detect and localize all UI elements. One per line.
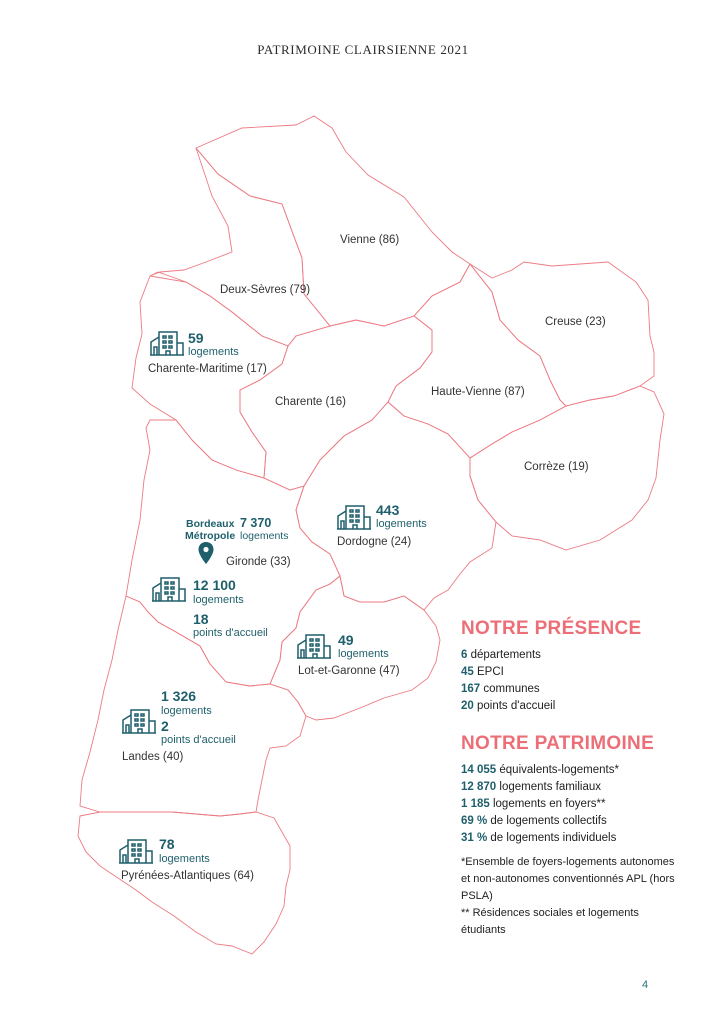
- gironde-points-label: points d'accueil: [193, 627, 268, 639]
- bordeaux-logements-label: logements: [240, 530, 289, 542]
- patrimoine-item: 1 185 logements en foyers**: [461, 798, 606, 810]
- page-number: 4: [642, 979, 649, 991]
- building-icon: [122, 708, 156, 734]
- presence-title: NOTRE PRÉSENCE: [461, 618, 642, 639]
- building-icon: [119, 838, 153, 864]
- pyrenees-atlantiques-logements-label: logements: [159, 853, 210, 865]
- patrimoine-item: 12 870 logements familiaux: [461, 781, 602, 793]
- footnote-equivalents: *Ensemble de foyers-logements autonomes et non-autonomes conventionnés APL (hors PSLA): [461, 856, 675, 902]
- region-haute-vienne: [388, 264, 566, 458]
- presence-item: 45 EPCI: [461, 666, 504, 678]
- landes-logements-value: 1 326: [161, 688, 197, 704]
- label-vienne: Vienne (86): [340, 234, 400, 246]
- lot-et-garonne-logements-label: logements: [338, 648, 389, 660]
- dordogne-logements-label: logements: [376, 518, 427, 530]
- region-pyrenees-atlantiques: [78, 812, 290, 954]
- label-landes: Landes (40): [122, 751, 184, 763]
- landes-logements-label: logements: [161, 705, 212, 717]
- gironde-points-value: 18: [193, 611, 209, 627]
- region-creuse: [470, 262, 654, 406]
- presence-item: 167 communes: [461, 683, 540, 695]
- label-correze: Corrèze (19): [524, 461, 589, 473]
- label-charente: Charente (16): [275, 396, 346, 408]
- footnote-residences: ** Résidences sociales et logements étudiants: [461, 907, 639, 936]
- map-pin-icon: [197, 541, 215, 565]
- page-title: PATRIMOINE CLAIRSIENNE 2021: [257, 42, 469, 57]
- label-deux-sevres: Deux-Sèvres (79): [220, 284, 311, 296]
- landes-points-value: 2: [161, 718, 169, 734]
- gironde-logements-label: logements: [193, 594, 244, 606]
- patrimoine-item: 69 % de logements collectifs: [461, 815, 607, 827]
- building-icon: [152, 576, 186, 602]
- presence-item: 6 départements: [461, 649, 541, 661]
- label-charente-maritime: Charente-Maritime (17): [148, 363, 267, 375]
- patrimoine-list: [461, 762, 619, 847]
- label-haute-vienne: Haute-Vienne (87): [431, 386, 525, 398]
- landes-points-label: points d'accueil: [161, 734, 236, 746]
- pyrenees-atlantiques-logements-value: 78: [159, 836, 175, 852]
- patrimoine-item: 14 055 équivalents-logements*: [461, 764, 619, 776]
- bordeaux-logements-value: 7 370: [240, 516, 272, 530]
- label-dordogne: Dordogne (24): [337, 536, 412, 548]
- bordeaux-name-line1: Bordeaux: [186, 518, 235, 530]
- bordeaux-name-line2: Métropole: [185, 530, 236, 542]
- building-icon: [297, 633, 331, 659]
- lot-et-garonne-logements-value: 49: [338, 632, 354, 648]
- dordogne-logements-value: 443: [376, 502, 400, 518]
- region-deux-sevres: [150, 148, 330, 346]
- presence-list: [461, 647, 555, 715]
- label-gironde: Gironde (33): [226, 556, 291, 568]
- charente-maritime-logements-label: logements: [188, 346, 239, 358]
- patrimoine-title: NOTRE PATRIMOINE: [461, 733, 655, 754]
- label-lot-et-garonne: Lot-et-Garonne (47): [298, 665, 400, 677]
- label-creuse: Creuse (23): [545, 316, 606, 328]
- building-icon: [337, 504, 371, 530]
- gironde-logements-value: 12 100: [193, 577, 236, 593]
- label-pyrenees-atlantiques: Pyrénées-Atlantiques (64): [121, 870, 254, 882]
- patrimoine-item: 31 % de logements individuels: [461, 832, 617, 844]
- building-icon: [150, 330, 184, 356]
- presence-item: 20 points d'accueil: [461, 700, 556, 712]
- charente-maritime-logements-value: 59: [188, 330, 204, 346]
